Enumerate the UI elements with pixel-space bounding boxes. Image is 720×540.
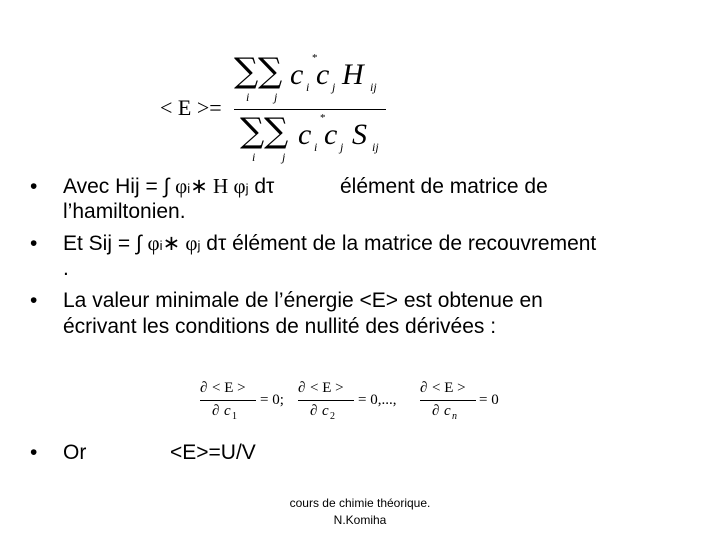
phi-i: φ: [175, 174, 188, 198]
index-i-denominator: i: [252, 150, 256, 164]
footer-author: N.Komiha: [333, 513, 387, 527]
partial-bottom-3: ∂: [432, 403, 440, 419]
phi-j: φ: [233, 174, 246, 198]
cn-subscript: n: [452, 411, 457, 422]
bullet-3-line-2: écrivant les conditions de nullité des dérivées :: [63, 315, 497, 338]
bullet-4: •: [30, 441, 38, 464]
derivative-formula: [200, 380, 500, 430]
sub-i-denominator: i: [314, 140, 318, 154]
equals-zero-3: = 0: [479, 392, 499, 408]
index-j-numerator: j: [274, 90, 278, 104]
fraction-bar-3: [420, 400, 476, 401]
star-denominator: *: [320, 112, 326, 124]
bullet-3-line-1: La valeur minimale de l’énergie <E> est obtenue en: [63, 289, 543, 312]
cn: c: [444, 403, 451, 419]
energy-formula: [150, 40, 410, 170]
c2: c: [322, 403, 329, 419]
star-numerator: *: [312, 52, 318, 64]
coef-cj-denominator: c: [324, 118, 338, 151]
dtau: dτ: [248, 175, 275, 198]
partial-top-2: ∂: [298, 380, 306, 396]
partial-top-1: ∂: [200, 380, 208, 396]
sub-j-numerator: j: [332, 80, 336, 94]
bullet-1: •: [30, 175, 38, 198]
bullet-3: •: [30, 289, 38, 312]
star-symbol: ∗: [190, 174, 214, 198]
hamiltonian-symbol: H: [213, 174, 234, 198]
coef-cj-numerator: c: [316, 58, 330, 91]
energy-top-3: < E >: [432, 380, 466, 396]
coef-ci-denominator: c: [298, 118, 312, 151]
equals-zero-1: = 0;: [260, 392, 284, 408]
sub-j-denominator: j: [340, 140, 344, 154]
fraction-bar-2: [298, 400, 354, 401]
partial-bottom-2: ∂: [310, 403, 318, 419]
sij-lead: Et Sij = ∫: [63, 232, 148, 255]
sub-i-numerator: i: [306, 80, 310, 94]
footer-course: cours de chimie théorique.: [289, 496, 431, 510]
footer: [250, 495, 470, 529]
operator-s: S: [352, 118, 367, 151]
dtau: dτ: [200, 232, 227, 255]
operator-h: H: [342, 58, 364, 91]
bullet-1-line-2: l’hamiltonien.: [63, 200, 186, 223]
phi-j-subscript: j: [245, 181, 249, 196]
c1-subscript: 1: [232, 411, 237, 422]
bullet-2-description: élément de la matrice de recouvrement: [226, 232, 597, 255]
hij-lead: Avec Hij = ∫: [63, 175, 176, 198]
formula-lhs: < E >=: [160, 95, 222, 120]
phi-j: φ: [185, 231, 198, 255]
bullet-1-line-1: [63, 174, 274, 201]
partial-top-3: ∂: [420, 380, 428, 396]
fraction-bar: [234, 109, 386, 110]
coef-ci-numerator: c: [290, 58, 304, 91]
phi-j-subscript: j: [197, 238, 201, 253]
bullet-2-line-1: [63, 231, 596, 258]
c2-subscript: 2: [330, 411, 335, 422]
equals-zero-2: = 0,...,: [358, 392, 397, 408]
bullet-1-description: élément de matrice de: [340, 175, 548, 198]
bullet-4-lead: Or: [63, 441, 87, 464]
bullet-2-line-2: .: [63, 257, 69, 280]
star-symbol: ∗: [162, 231, 186, 255]
bullet-4-expression: <E>=U/V: [170, 441, 256, 464]
energy-top-2: < E >: [310, 380, 344, 396]
index-i-numerator: i: [246, 90, 250, 104]
sum-i-denominator: ∑: [240, 111, 265, 151]
sum-i-numerator: ∑: [234, 51, 259, 91]
index-j-denominator: j: [282, 150, 286, 164]
sum-j-denominator: ∑: [264, 111, 289, 151]
energy-top-1: < E >: [212, 380, 246, 396]
sub-ij-numerator: ij: [370, 80, 377, 94]
c1: c: [224, 403, 231, 419]
phi-i-subscript: i: [187, 181, 191, 196]
fraction-bar-1: [200, 400, 256, 401]
partial-bottom-1: ∂: [212, 403, 220, 419]
phi-i-subscript: i: [159, 238, 163, 253]
phi-i: φ: [147, 231, 160, 255]
bullet-2: •: [30, 232, 38, 255]
sum-j-numerator: ∑: [258, 51, 283, 91]
sub-ij-denominator: ij: [372, 140, 379, 154]
